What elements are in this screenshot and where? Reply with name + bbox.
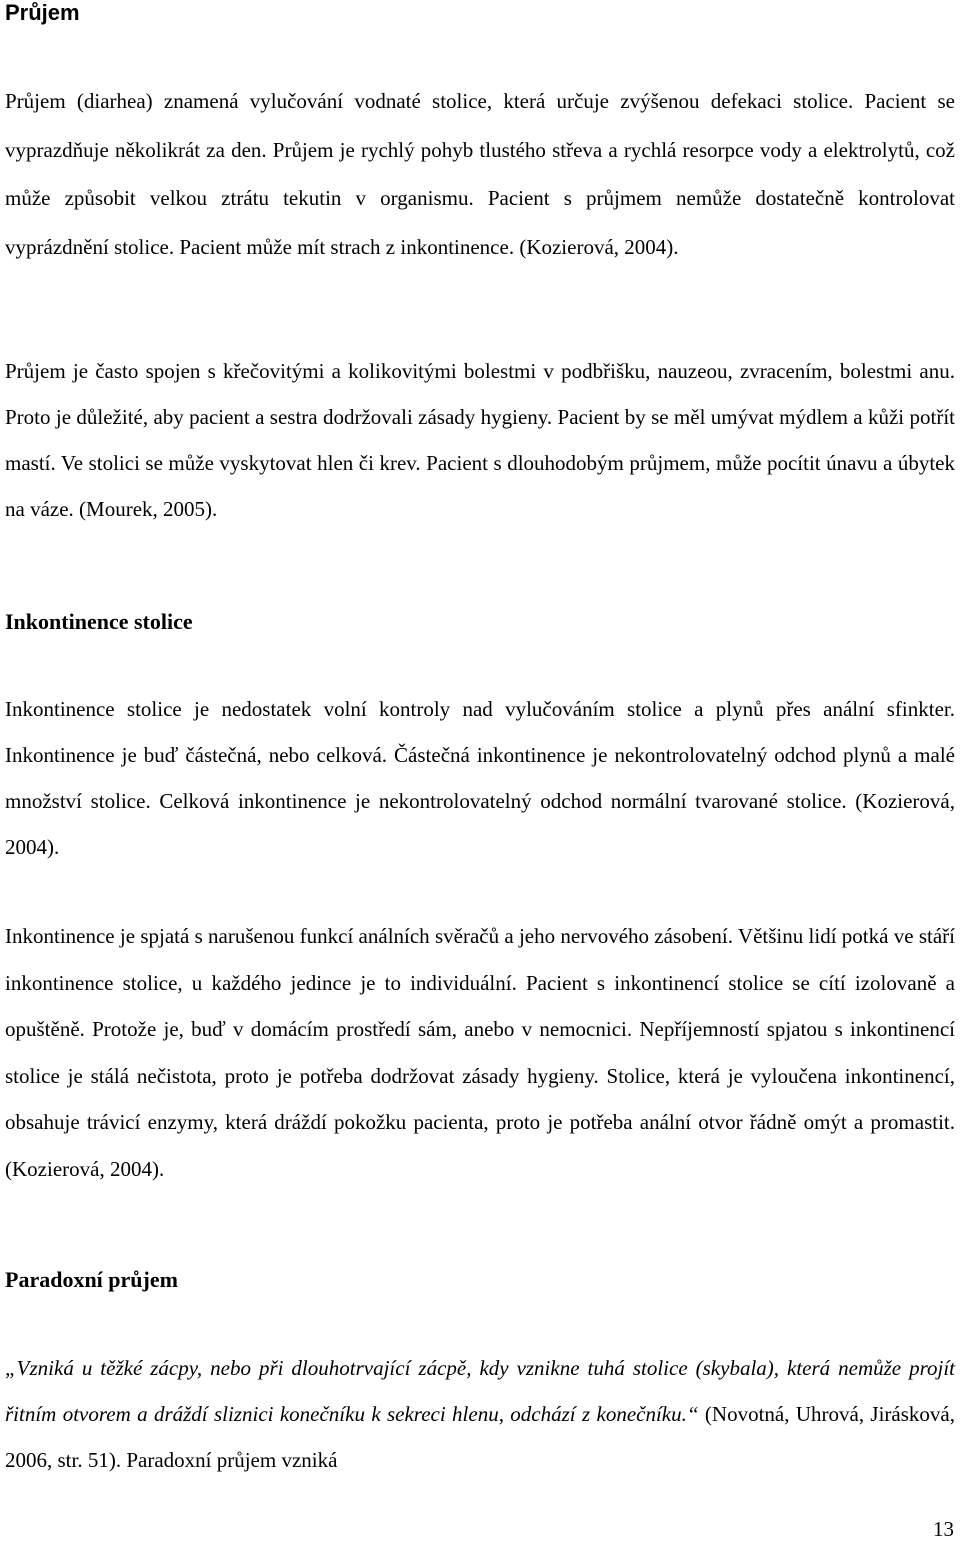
paragraph-inkontinence-details: Inkontinence je spjatá s narušenou funkcí análních svěračů a jeho nervového zásobení. Většinu lidí potká ve stáří inkontinence stolice, u každého jedince je to individuální. Pacient s inkontinencí stolice se cítí izolovaně a opuštěně. Protože je, buď v domácím prostředí sám, anebo v nemocnici. Nepříjemností spjatou s inkontinencí stolice je stálá nečistota, proto je potřeba dodržovat zásady hygieny. Stolice, která je vyloučena inkontinencí, obsahuje trávicí enzymy, která dráždí pokožku pacienta, proto je potřeba anální otvor řádně omýt a promastit. (Kozierová, 2004). xyxy=(5,924,955,1181)
paragraph-paradoxni xyxy=(5,1345,955,1483)
section-heading-paradoxni: Paradoxní průjem xyxy=(5,1267,178,1292)
citation-text: (Novotná, Uhrová, Jirásková, 2006, str. 51). Paradoxní průjem vzniká xyxy=(5,1402,955,1472)
quote-text: „Vzniká u těžké zácpy, nebo při dlouhotrvající zácpě, kdy vznikne tuhá stolice (skybala), která nemůže projít řitním otvorem a dráždí sliznici konečníku k sekreci hlenu, odchází z konečníku.“ xyxy=(5,1356,955,1426)
section-heading-prujem: Průjem xyxy=(5,0,80,25)
section-heading-inkontinence: Inkontinence stolice xyxy=(5,609,193,634)
page-number: 13 xyxy=(933,1517,954,1541)
paragraph-inkontinence-definition: Inkontinence stolice je nedostatek volní kontroly nad vylučováním stolice a plynů přes anální sfinkter. Inkontinence je buď částečná, nebo celková. Částečná inkontinence je nekontrolovatelný odchod plynů a malé množství stolice. Celková inkontinence je nekontrolovatelný odchod normální tvarované stolice. (Kozierová, 2004). xyxy=(5,697,955,859)
paragraph-prujem-symptoms: Průjem je často spojen s křečovitými a kolikovitými bolestmi v podbřišku, nauzeou, zvracením, bolestmi anu. Proto je důležité, aby pacient a sestra dodržovali zásady hygieny. Pacient by se měl umývat mýdlem a kůži potřít mastí. Ve stolici se může vyskytovat hlen či krev. Pacient s dlouhodobým průjmem, může pocítit únavu a úbytek na váze. (Mourek, 2005). xyxy=(5,359,955,521)
paragraph-prujem-definition: Průjem (diarhea) znamená vylučování vodnaté stolice, která určuje zvýšenou defekaci stolice. Pacient se vyprazdňuje několikrát za den. Průjem je rychlý pohyb tlustého střeva a rychlá resorpce vody a elektrolytů, což může způsobit velkou ztrátu tekutin v organismu. Pacient s průjmem nemůže dostatečně kontrolovat vyprázdnění stolice. Pacient může mít strach z inkontinence. (Kozierová, 2004). xyxy=(5,89,955,259)
